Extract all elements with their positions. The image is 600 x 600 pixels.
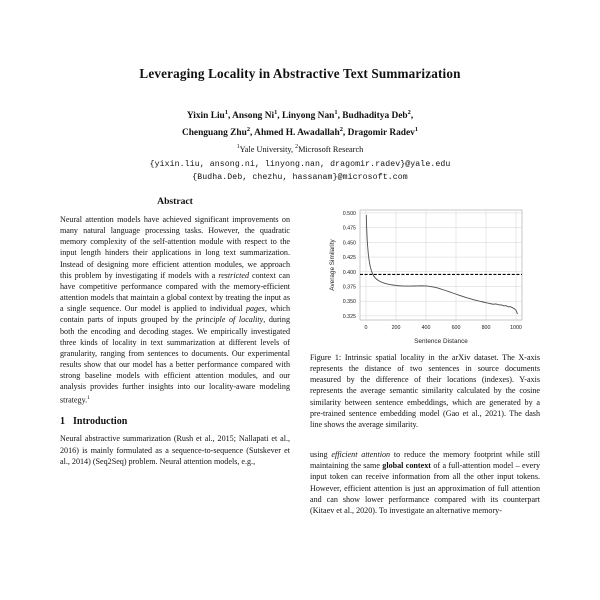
abstract-part-b: context can have competitive performance compared with the memory-efficient attention models that maintain a global context by treating the input as a single sequence. Our model is applied to individual bbox=[60, 270, 290, 314]
y-tick-label: 0.450 bbox=[342, 240, 356, 247]
page-title: Leveraging Locality in Abstractive Text Summarization bbox=[139, 66, 461, 81]
footnote-marker[interactable]: 1 bbox=[87, 394, 90, 401]
x-tick-label: 800 bbox=[481, 325, 491, 331]
rc-strong-global-context: global context bbox=[382, 461, 431, 471]
two-column-body bbox=[60, 196, 540, 516]
abstract-em-principle: principle of locality bbox=[196, 315, 264, 325]
email-line-2: {Budha.Deb, chezhu, hassanam}@microsoft.com bbox=[192, 172, 408, 182]
plot-area bbox=[360, 210, 522, 320]
chart-svg bbox=[324, 204, 529, 346]
chart-y-ticks bbox=[343, 211, 356, 320]
x-tick-label: 1000 bbox=[510, 325, 522, 331]
x-tick-label: 200 bbox=[391, 325, 401, 331]
left-column bbox=[60, 196, 290, 516]
email-line-1: {yixin.liu, ansong.ni, linyong.nan, dragomir.radev}@yale.edu bbox=[149, 160, 451, 170]
affiliations: $^1$Yale University, $^2$Microsoft Research bbox=[236, 143, 364, 154]
author-line-1: Yixin Liu$^1$, Ansong Ni$^1$, Linyong Nan$^1$, Budhaditya Deb$^2$, bbox=[186, 109, 414, 122]
y-tick-label: 0.475 bbox=[342, 225, 356, 232]
author-line-2: Chenguang Zhu$^2$, Ahmed H. Awadallah$^2$, Dragomir Radev$^1$ bbox=[181, 126, 419, 139]
figure-body-gap bbox=[310, 437, 540, 449]
y-tick-label: 0.350 bbox=[342, 299, 356, 306]
section-number: 1 bbox=[60, 416, 65, 428]
figure-caption-label: Figure 1: bbox=[310, 353, 342, 362]
abstract-em-restricted: restricted bbox=[218, 270, 250, 280]
y-tick-label: 0.400 bbox=[342, 269, 356, 276]
x-tick-label: 600 bbox=[451, 325, 461, 331]
section-heading-introduction bbox=[60, 416, 290, 427]
contact-emails bbox=[60, 159, 540, 184]
y-tick-label: 0.425 bbox=[342, 255, 356, 262]
rc-em-efficient-attention: efficient attention bbox=[331, 450, 391, 460]
abstract-part-d: , during both the encoding and decoding stages. We empirically investigated three kinds of locality in text summarization at different levels of granularity, ranging from sentences to documents. Our experimental results show that our model has a better performance compared with strong baseline models with efficient attention modules, and our analysis provides further insights into our locality-aware modeling strategy. bbox=[60, 315, 290, 405]
chart-x-ticks bbox=[365, 325, 522, 331]
rc-part-a: using bbox=[310, 450, 332, 460]
abstract-em-pages: pages bbox=[245, 304, 265, 314]
abstract-part-c: , which contain parts of inputs grouped by the bbox=[60, 304, 291, 325]
chart-x-axis-label: Sentence Distance bbox=[414, 338, 468, 345]
rc-part-b: to reduce the memory footprint while still maintaining the same bbox=[310, 450, 540, 471]
abstract-part-a: Neural attention models have achieved significant improvements on many natural language processing tasks. However, the quadratic memory complexity of the self-attention module with respect to the input length hinders their applications in long text summarization. Instead of designing more efficient attention modules, we approach this problem by investigating if models with a bbox=[60, 215, 290, 280]
abstract-heading: Abstract bbox=[157, 196, 193, 207]
figure-caption-text: Intrinsic spatial locality in the arXiv dataset. The X-axis represents the distance of two sentences in source documents measured by the difference of their locations (indexes). Y-axis represents the average semantic similarity calculated by the cosine similarity between sentence embeddings, which are generated by a pre-trained sentence embedding model (Gao et al., 2021). The dash line shows the average similarity. bbox=[310, 353, 540, 429]
x-tick-label: 400 bbox=[421, 325, 431, 331]
similarity-line-chart bbox=[324, 204, 529, 346]
rc-part-c: of a full-attention model – every input token can receive information from all the other input tokens. However, efficient attention is just an approximation of full attention and can show lower performance compared with its counterpart (Kitaev et al., 2020). To investigate an alternative memory- bbox=[310, 461, 540, 515]
section-title: Introduction bbox=[73, 416, 128, 428]
y-tick-label: 0.325 bbox=[342, 313, 356, 320]
chart-y-axis-label: Average Similarity bbox=[329, 239, 336, 291]
abstract-paragraph bbox=[60, 214, 290, 405]
y-tick-label: 0.375 bbox=[342, 284, 356, 291]
author-list bbox=[60, 106, 540, 141]
right-column-paragraph bbox=[310, 449, 540, 516]
figure-caption bbox=[310, 352, 540, 430]
right-column bbox=[310, 196, 540, 516]
introduction-paragraph: Neural abstractive summarization (Rush et al., 2015; Nallapati et al., 2016) is mainly formulated as a sequence-to-sequence (Sutskever et al., 2014) (Seq2Seq) problem. Neural attention models, e.g., bbox=[60, 434, 290, 466]
y-tick-label: 0.500 bbox=[342, 210, 356, 217]
figure-1 bbox=[310, 204, 540, 430]
x-tick-label: 0 bbox=[364, 325, 368, 331]
